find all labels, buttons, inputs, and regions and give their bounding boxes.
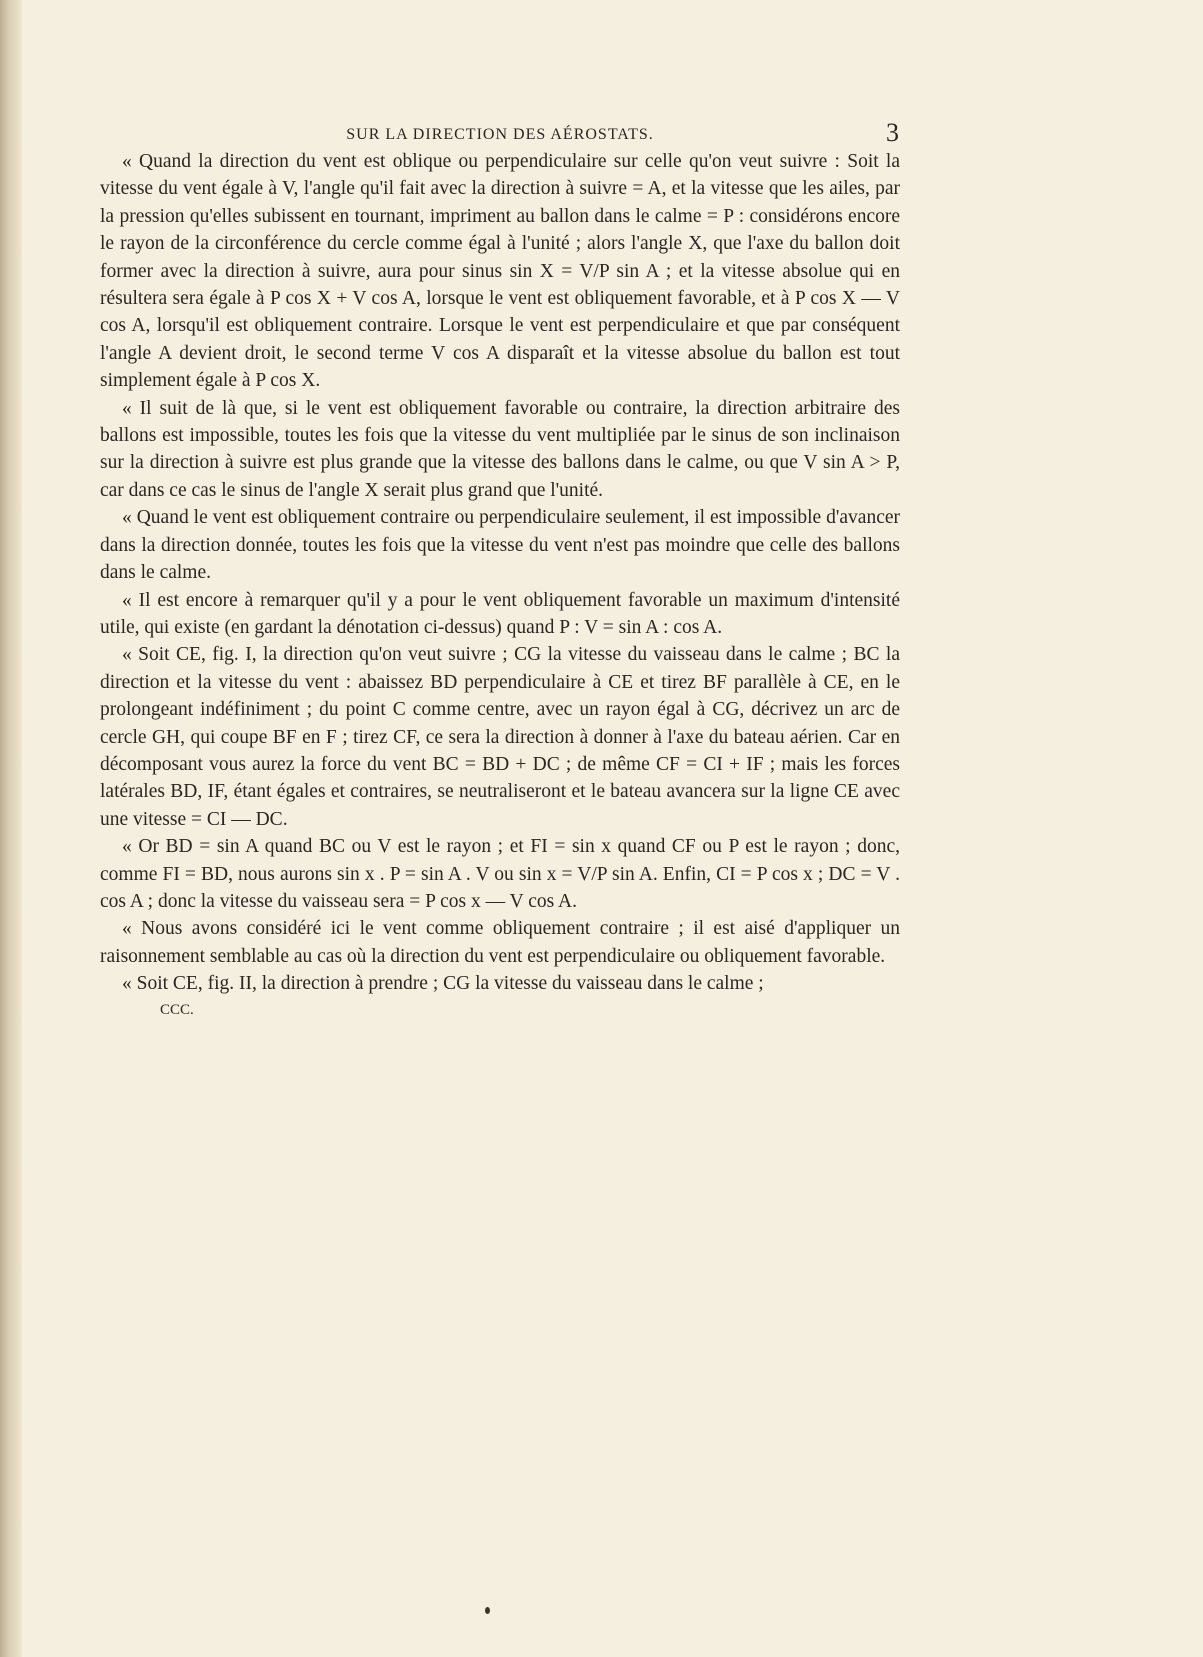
paragraph: « Or BD = sin A quand BC ou V est le rayon ; et FI = sin x quand CF ou P est le rayon ; donc, comme FI = BD, nous aurons sin x . P = sin A . V ou sin x = V/P sin A. Enfin, CI = P cos x ; DC = V . cos A ; donc la vitesse du vaisseau sera = P cos x — V cos A.: [100, 836, 900, 912]
paragraph: « Quand la direction du vent est oblique ou perpendiculaire sur celle qu'on veut suivre : Soit la vitesse du vent égale à V, l'angle qu'il fait avec la direction à suivre = A, et la vitesse que les ailes, par la pression qu'elles subissent en tournant, impriment au ballon dans le calme = P : considérons encore le rayon de la circonférence du cercle comme égal à l'unité ; alors l'angle X, que l'axe du ballon doit former avec la direction à suivre, aura pour sinus sin X = V/P sin A ; et la vitesse absolue qui en résultera sera égale à P cos X + V cos A, lorsque le vent est obliquement favorable, et à P cos X — V cos A, lorsqu'il est obliquement contraire. Lorsque le vent est perpendiculaire et que par conséquent l'angle A devient droit, le second terme V cos A disparaît et la vitesse absolue du ballon est tout simplement égale à P cos X.: [100, 151, 900, 392]
binding-edge: [0, 0, 22, 1657]
book-page: [100, 118, 900, 1020]
body-text: [100, 148, 900, 1020]
paragraph: « Il est encore à remarquer qu'il y a pour le vent obliquement favorable un maximum d'intensité utile, qui existe (en gardant la dénotation ci-dessus) quand P : V = sin A : cos A.: [100, 589, 900, 638]
paragraph: « Il suit de là que, si le vent est obliquement favorable ou contraire, la direction arbitraire des ballons est impossible, toutes les fois que la vitesse du vent multipliée par le sinus de son inclinaison sur la direction à suivre est plus grande que la vitesse des ballons dans le calme, ou que V sin A > P, car dans ce cas le sinus de l'angle X serait plus grand que l'unité.: [100, 397, 900, 501]
catchword: CCC.: [160, 1001, 194, 1018]
ink-mark: [485, 1607, 490, 1614]
paragraph: « Quand le vent est obliquement contraire ou perpendiculaire seulement, il est impossible d'avancer dans la direction donnée, toutes les fois que la vitesse du vent n'est pas moindre que celle des ballons dans le calme.: [100, 507, 900, 584]
page-number: 3: [886, 118, 900, 147]
running-head: [100, 118, 900, 148]
paragraph: « Soit CE, fig. II, la direction à prendre ; CG la vitesse du vaisseau dans le calme ;: [122, 973, 764, 995]
paragraph: « Soit CE, fig. I, la direction qu'on veut suivre ; CG la vitesse du vaisseau dans le calme ; BC la direction et la vitesse du vent : abaissez BD perpendiculaire à CE et tirez BF parallèle à CE, en le prolongeant indéfiniment ; du point C comme centre, avec un rayon égal à CG, décrivez un arc de cercle GH, qui coupe BF en F ; tirez CF, ce sera la direction à donner à l'axe du bateau aérien. Car en décomposant vous aurez la force du vent BC = BD + DC ; de même CF = CI + IF ; mais les forces latérales BD, IF, étant égales et contraires, se neutraliseront et le bateau avancera sur la ligne CE avec une vitesse = CI — DC.: [100, 644, 900, 830]
running-title: SUR LA DIRECTION DES AÉROSTATS.: [346, 126, 654, 143]
paragraph: « Nous avons considéré ici le vent comme obliquement contraire ; il est aisé d'appliquer un raisonnement semblable au cas où la direction du vent est perpendiculaire ou obliquement favorable.: [100, 918, 900, 967]
